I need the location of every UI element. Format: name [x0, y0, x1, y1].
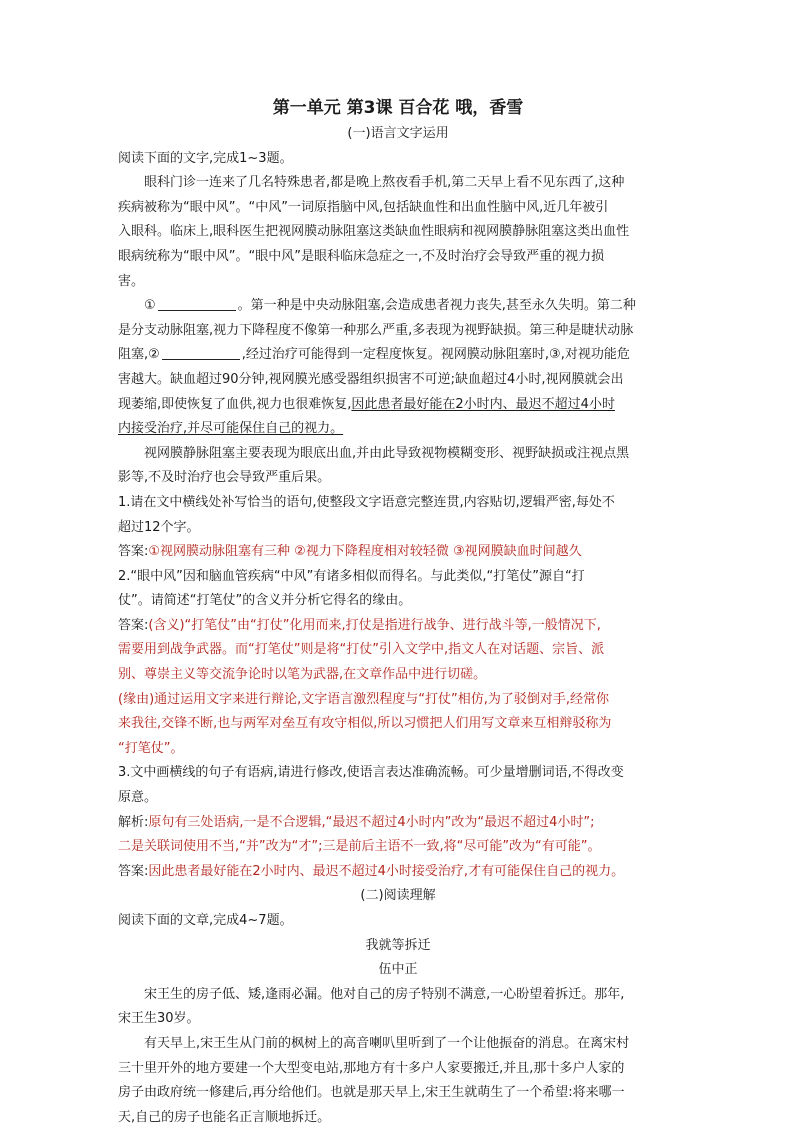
question-line: 3.文中画横线的句子有语病,请进行修改,使语言表达准确流畅。可少量增删词语,不得改变 — [118, 765, 624, 781]
article-title: 我就等拆迁 — [365, 937, 431, 953]
question-line: 仗”。请简述“打笔仗”的含义并分析它得名的缘由。 — [118, 593, 412, 609]
text-line: 疾病被称为“眼中风”。“中风”一词原指脑中风,包括缺血性和出血性脑中风,近几年被引 — [118, 199, 609, 215]
analysis-line — [118, 811, 678, 836]
answer-line: “打笔仗”。 — [118, 740, 184, 756]
section-heading-2: (二)阅读理解 — [360, 888, 436, 904]
instruction-2: 阅读下面的文章,完成4~7题。 — [118, 913, 293, 928]
document-page — [118, 96, 678, 1130]
text-line — [118, 417, 678, 442]
question-3 — [118, 761, 678, 810]
underlined-sentence: 内接受治疗,并尽可能保住自己的视力。 — [118, 421, 344, 437]
story-line: 宋王生30岁。 — [118, 1011, 200, 1027]
answer-text: 因此患者最好能在2小时内、最迟不超过4小时接受治疗,才有可能保住自己的视力。 — [148, 863, 625, 879]
article-author: 伍中正 — [378, 962, 418, 978]
paragraph-1 — [118, 171, 678, 294]
answer-line: (缘由)通过运用文字来进行辩论,文字语言激烈程度与“打仗”相仿,为了驳倒对手,经常你 — [118, 691, 610, 707]
question-line: 2.“眼中风”因和脑血管疾病“中风”有诸多相似而得名。与此类似,“打笔仗”源自“打 — [118, 568, 585, 584]
answer-line: 需要用到战争武器。而“打笔仗”则是将“打仗”引入文学中,指文人在对话题、宗旨、派 — [118, 642, 605, 658]
question-2 — [118, 565, 678, 614]
text-line — [118, 343, 678, 368]
story-paragraph-1 — [118, 983, 678, 1032]
blank-marker-1: ① — [144, 298, 156, 314]
story-line: 宋王生的房子低、矮,逢雨必漏。他对自己的房子特别不满意,一心盼望着拆迁。那年, — [144, 986, 625, 1002]
text-line: 入眼科。临床上,眼科医生把视网膜动脉阻塞这类缺血性眼病和视网膜静脉阻塞这类出血性 — [118, 224, 630, 240]
text-line: 眼科门诊一连来了几名特殊患者,都是晚上熬夜看手机,第二天早上看不见东西了,这种 — [144, 175, 625, 191]
section-heading-1: (一)语言文字运用 — [347, 126, 449, 141]
text-line — [118, 393, 678, 418]
answer-2 — [118, 614, 678, 762]
fill-blank-1 — [158, 296, 236, 311]
answer-text: ①视网膜动脉阻塞有三种 ②视力下降程度相对较轻微 ③视网膜缺血时间越久 — [148, 544, 582, 560]
analysis-line: 二是关联词使用不当,“并”改为“才”;三是前后主语不一致,将“尽可能”改为“有可能”。 — [118, 839, 601, 855]
question-line: 原意。 — [118, 790, 158, 806]
story-line: 三十里开外的地方要建一个大型变电站,那地方有十多户人家要搬迁,并且,那十多户人家的 — [118, 1060, 625, 1076]
answer-3 — [118, 860, 678, 885]
text-span: 阻塞,② — [118, 347, 160, 363]
analysis-label: 解析: — [118, 814, 149, 830]
analysis-3 — [118, 811, 678, 860]
instruction-1: 阅读下面的文字,完成1~3题。 — [118, 150, 293, 166]
answer-line: 别、尊崇主义等交流争论时以笔为武器,在文章作品中进行切磋。 — [118, 667, 487, 683]
page-title: 第一单元 第3课 百合花 哦，香雪 — [272, 98, 524, 118]
answer-1 — [118, 540, 678, 565]
text-line: 眼病统称为“眼中风”。“眼中风”是眼科临床急症之一,不及时治疗会导致严重的视力损 — [118, 248, 605, 264]
answer-line — [118, 614, 678, 639]
story-line: 天,自己的房子也能名正言顺地拆迁。 — [118, 1109, 331, 1125]
text-line: 是分支动脉阻塞,视力下降程度不像第一种那么严重,多表现为视野缺损。第三种是睫状动脉 — [118, 322, 634, 338]
text-span: ,经过治疗可能得到一定程度恢复。视网膜动脉阻塞时,③,对视功能危 — [241, 347, 630, 363]
text-span: 现萎缩,即使恢复了血供,视力也很难恢复, — [118, 396, 352, 412]
answer-line: 来我往,交锋不断,也与两军对垒互有攻守相似,所以习惯把人们用写文章来互相辩驳称为 — [118, 716, 612, 732]
analysis-text: 原句有三处语病,一是不合逻辑,“最迟不超过4小时内”改为“最迟不超过4小时”; — [148, 814, 595, 830]
text-span: 。第一种是中央动脉阻塞,会造成患者视力丧失,甚至永久失明。第二种 — [237, 298, 636, 314]
fill-blank-2 — [162, 345, 240, 360]
text-line: 害越大。缺血超过90分钟,视网膜光感受器组织损害不可逆;缺血超过4小时,视网膜就会出 — [118, 371, 624, 387]
answer-label: 答案: — [118, 617, 149, 633]
question-line: 1.请在文中横线处补写恰当的语句,使整段文字语意完整连贯,内容贴切,逻辑严密,每处不 — [118, 494, 615, 510]
paragraph-3 — [118, 442, 678, 491]
text-line: 害。 — [118, 273, 145, 289]
underlined-sentence: 因此患者最好能在2小时内、最迟不超过4小时 — [351, 396, 615, 412]
story-paragraph-2 — [118, 1032, 678, 1130]
text-line: 影等,不及时治疗也会导致严重后果。 — [118, 470, 331, 486]
question-1 — [118, 491, 678, 540]
answer-text: (含义)“打笔仗”由“打仗”化用而来,打仗是指进行战争、进行战斗等,一般情况下, — [148, 617, 601, 633]
answer-label: 答案: — [118, 544, 149, 560]
question-line: 超过12个字。 — [118, 519, 200, 535]
text-line: 视网膜静脉阻塞主要表现为眼底出血,并由此导致视物模糊变形、视野缺损或注视点黑 — [144, 445, 630, 461]
story-line: 房子由政府统一修建后,再分给他们。也就是那天早上,宋王生就萌生了一个希望:将来哪一 — [118, 1085, 625, 1101]
paragraph-2 — [118, 294, 678, 442]
story-line: 有天早上,宋王生从门前的枫树上的高音喇叭里听到了一个让他振奋的消息。在离宋村 — [144, 1035, 630, 1051]
answer-label: 答案: — [118, 863, 149, 879]
text-line — [118, 294, 678, 319]
